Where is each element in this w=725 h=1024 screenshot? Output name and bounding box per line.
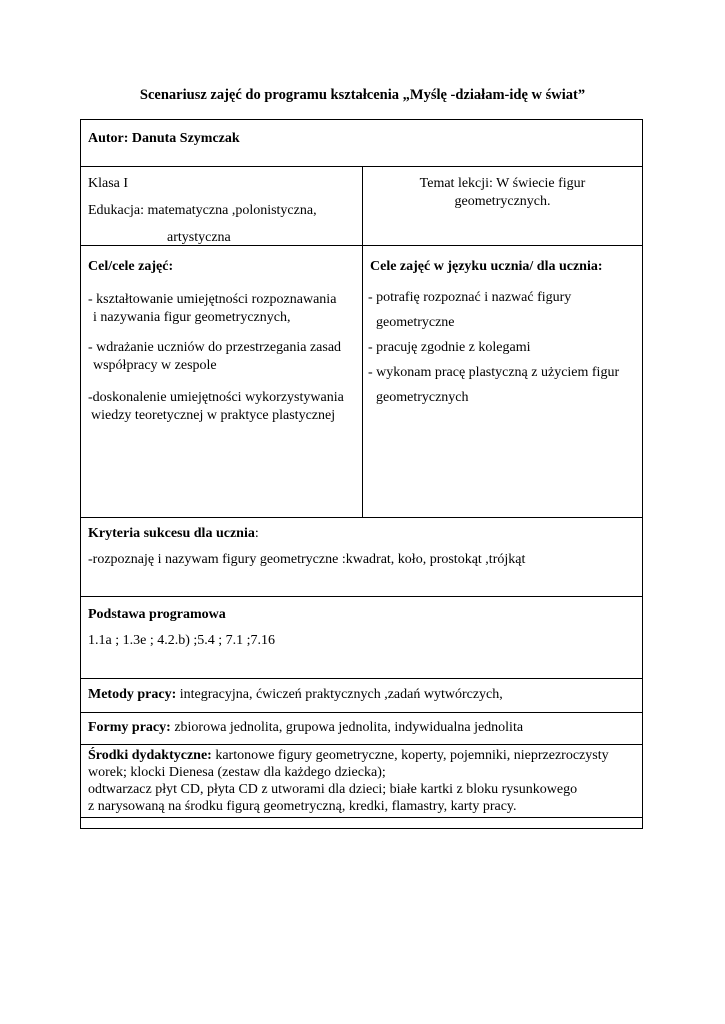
student-goal-line-1: - potrafię rozpoznać i nazwać figury bbox=[368, 290, 572, 305]
methods-line: Metody pracy: integracyjna, ćwiczeń praktycznych ,zadań wytwórczych, bbox=[88, 687, 503, 702]
goal-item-1-line1: - kształtowanie umiejętności rozpoznawania bbox=[88, 292, 337, 307]
materials-line2: worek; klocki Dienesa (zestaw dla każdego dziecka); bbox=[88, 765, 386, 780]
student-goal-line-5: geometrycznych bbox=[376, 390, 469, 405]
class-label: Klasa I bbox=[88, 176, 129, 191]
materials-row bbox=[81, 745, 642, 818]
forms-line: Formy pracy: zbiorowa jednolita, grupowa jednolita, indywidualna jednolita bbox=[88, 720, 524, 735]
author-label: Autor: Danuta Szymczak bbox=[88, 131, 240, 146]
goal-item-2-line2: współpracy w zespole bbox=[93, 358, 217, 373]
student-goals-heading: Cele zajęć w języku ucznia/ dla ucznia: bbox=[370, 259, 603, 274]
empty-row bbox=[81, 818, 642, 828]
goals-row bbox=[81, 246, 642, 518]
student-goal-line-3: - pracuję zgodnie z kolegami bbox=[368, 340, 531, 355]
criteria-text: -rozpoznaję i nazywam figury geometryczne :kwadrat, koło, prostokąt ,trójkąt bbox=[88, 552, 526, 567]
topic-line1: Temat lekcji: W świecie figur bbox=[419, 176, 586, 191]
curriculum-row bbox=[81, 597, 642, 679]
lesson-plan-table bbox=[80, 119, 643, 829]
topic-line2: geometrycznych. bbox=[454, 194, 551, 209]
materials-line4: z narysowaną na środku figurą geometryczną, kredki, flamastry, karty pracy. bbox=[88, 799, 517, 814]
curriculum-text: 1.1a ; 1.3e ; 4.2.b) ;5.4 ; 7.1 ;7.16 bbox=[88, 633, 276, 648]
criteria-heading: Kryteria sukcesu dla ucznia: bbox=[88, 526, 259, 541]
class-topic-row bbox=[81, 167, 642, 246]
education-line2: artystyczna bbox=[167, 230, 231, 245]
criteria-row bbox=[81, 518, 642, 597]
student-goal-line-4: - wykonam pracę plastyczną z użyciem figur bbox=[368, 365, 620, 380]
materials-line3: odtwarzacz płyt CD, płyta CD z utworami dla dzieci; białe kartki z bloku rysunkowego bbox=[88, 782, 578, 797]
student-goal-line-2: geometryczne bbox=[376, 315, 455, 330]
forms-row bbox=[81, 713, 642, 745]
goals-heading: Cel/cele zajęć: bbox=[88, 259, 174, 274]
goal-item-1-line2: i nazywania figur geometrycznych, bbox=[93, 310, 291, 325]
goal-item-2-line1: - wdrażanie uczniów do przestrzegania zasad bbox=[88, 340, 342, 355]
document-title: Scenariusz zajęć do programu kształcenia „Myślę -działam-idę w świat” bbox=[139, 87, 586, 103]
goal-item-3-line2: wiedzy teoretycznej w praktyce plastycznej bbox=[91, 408, 336, 423]
author-row bbox=[81, 120, 642, 167]
curriculum-heading: Podstawa programowa bbox=[88, 607, 226, 622]
materials-line1: Środki dydaktyczne: kartonowe figury geometryczne, koperty, pojemniki, nieprzezroczysty bbox=[88, 748, 609, 763]
goal-item-3-line1: -doskonalenie umiejętności wykorzystywania bbox=[88, 390, 344, 405]
column-divider bbox=[362, 246, 363, 518]
methods-row bbox=[81, 679, 642, 713]
education-line1: Edukacja: matematyczna ,polonistyczna, bbox=[88, 203, 317, 218]
